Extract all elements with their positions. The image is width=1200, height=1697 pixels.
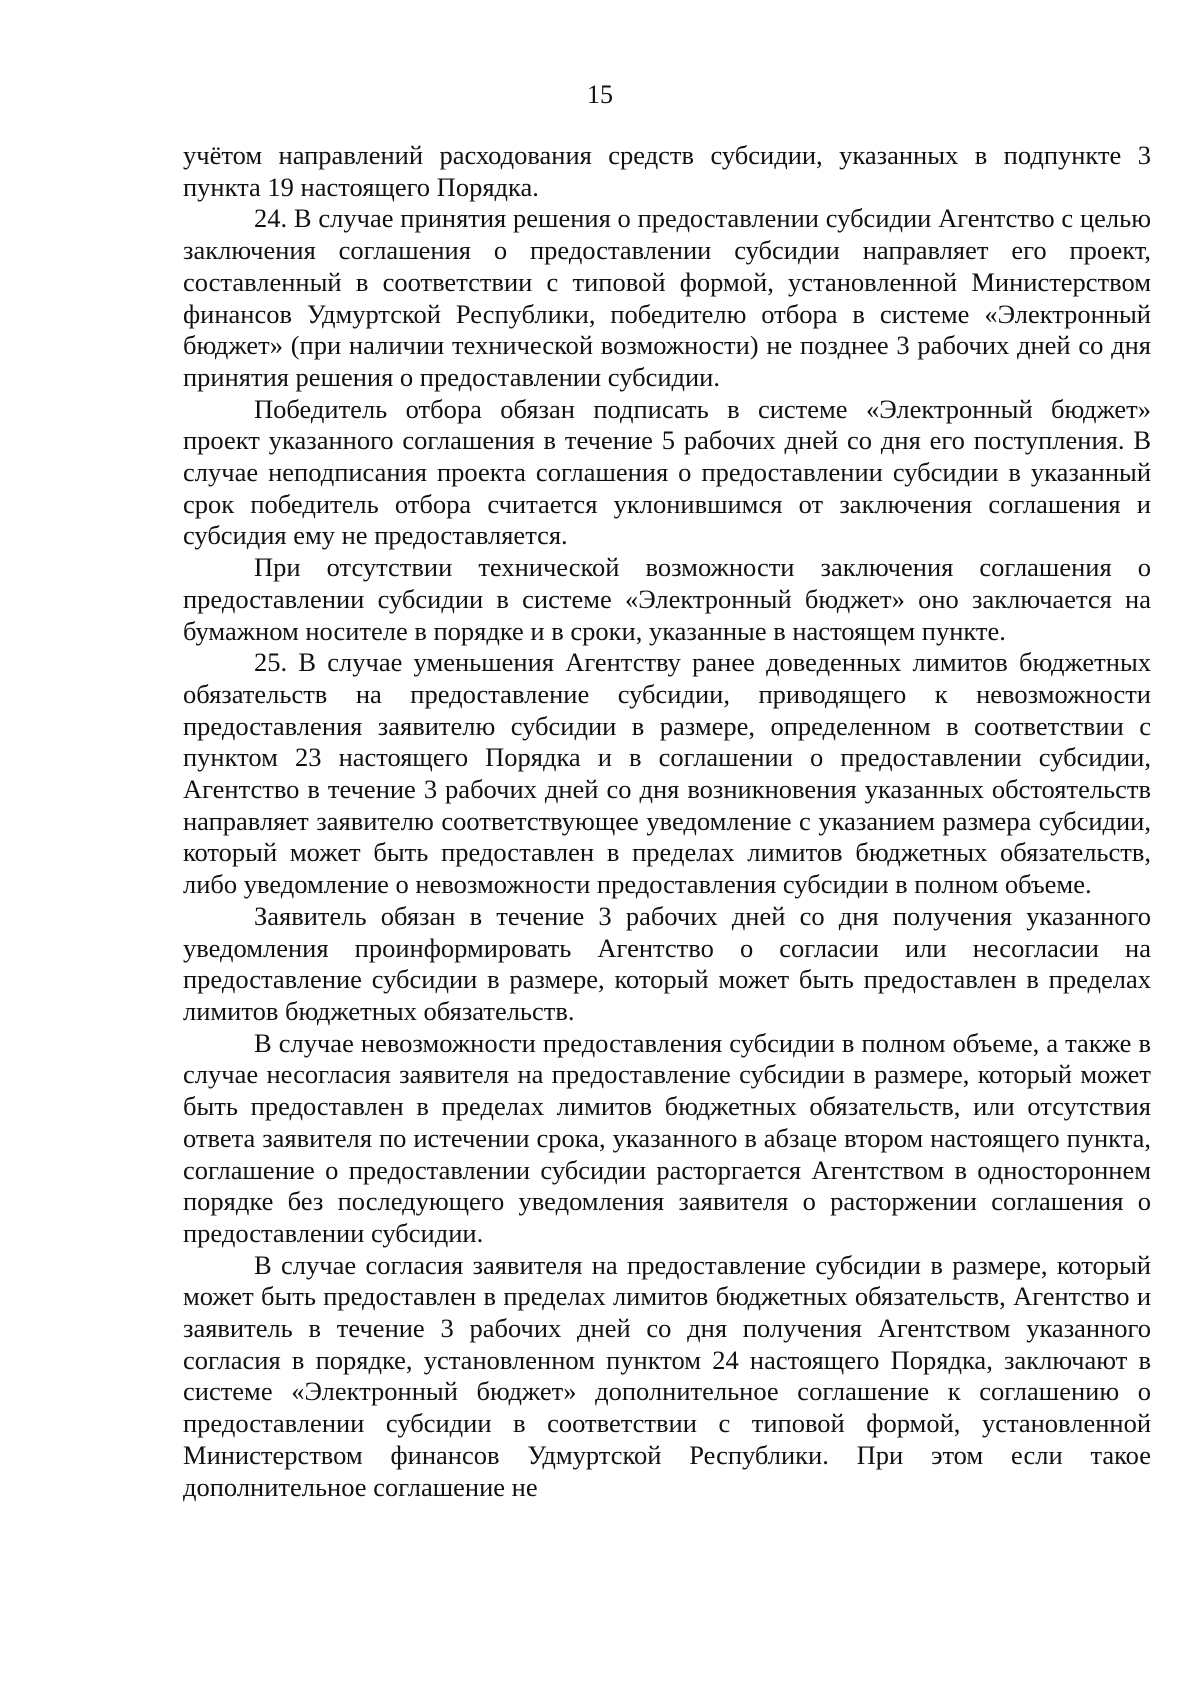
paragraph-winner-signing: Победитель отбора обязан подписать в системе «Электронный бюджет» проект указанного соглашения в течение 5 рабочих дней со дня его поступления. В случае неподписания проекта соглашения о предоставлении субсидии в указанный срок победитель отбора считается уклонившимся от заключения соглашения и субсидия ему не предоставляется. (183, 393, 1151, 551)
paragraph-item-24: 24. В случае принятия решения о предоставлении субсидии Агентство с целью заключения соглашения о предоставлении субсидии направляет его проект, составленный в соответствии с типовой формой, установленной Министерством финансов Удмуртской Республики, победителю отбора в системе «Электронный бюджет» (при наличии технической возможности) не позднее 3 рабочих дней со дня принятия решения о предоставлении субсидии. (183, 203, 1151, 392)
document-body (183, 140, 1151, 1503)
paragraph-applicant-notice: Заявитель обязан в течение 3 рабочих дней со дня получения указанного уведомления проинформировать Агентство о согласии или несогласии на предоставление субсидии в размере, который может быть предоставлен в пределах лимитов бюджетных обязательств. (183, 900, 1151, 1026)
paragraph-item-25: 25. В случае уменьшения Агентству ранее доведенных лимитов бюджетных обязательств на предоставление субсидии, приводящего к невозможности предоставления заявителю субсидии в размере, определенном в соответствии с пунктом 23 настоящего Порядка и в соглашении о предоставлении субсидии, Агентство в течение 3 рабочих дней со дня возникновения указанных обстоятельств направляет заявителю соответствующее уведомление с указанием размера субсидии, который может быть предоставлен в пределах лимитов бюджетных обязательств, либо уведомление о невозможности предоставления субсидии в полном объеме. (183, 647, 1151, 900)
page-number: 15 (587, 80, 613, 109)
paragraph-continuation: учётом направлений расходования средств субсидии, указанных в подпункте 3 пункта 19 настоящего Порядка. (183, 140, 1151, 202)
paragraph-additional-agreement: В случае согласия заявителя на предоставление субсидии в размере, который может быть предоставлен в пределах лимитов бюджетных обязательств, Агентство и заявитель в течение 3 рабочих дней со дня получения Агентством указанного согласия в порядке, установленном пунктом 24 настоящего Порядка, заключают в системе «Электронный бюджет» дополнительное соглашение к соглашению о предоставлении субсидии в соответствии с типовой формой, установленной Министерством финансов Удмуртской Республики. При этом если такое дополнительное соглашение не (183, 1249, 1151, 1502)
paragraph-paper-agreement: При отсутствии технической возможности заключения соглашения о предоставлении субсидии в системе «Электронный бюджет» оно заключается на бумажном носителе в порядке и в сроки, указанные в настоящем пункте. (183, 552, 1151, 646)
paragraph-termination: В случае невозможности предоставления субсидии в полном объеме, а также в случае несогласия заявителя на предоставление субсидии в размере, который может быть предоставлен в пределах лимитов бюджетных обязательств, или отсутствия ответа заявителя по истечении срока, указанного в абзаце втором настоящего пункта, соглашение о предоставлении субсидии расторгается Агентством в одностороннем порядке без последующего уведомления заявителя о расторжении соглашения о предоставлении субсидии. (183, 1027, 1151, 1248)
